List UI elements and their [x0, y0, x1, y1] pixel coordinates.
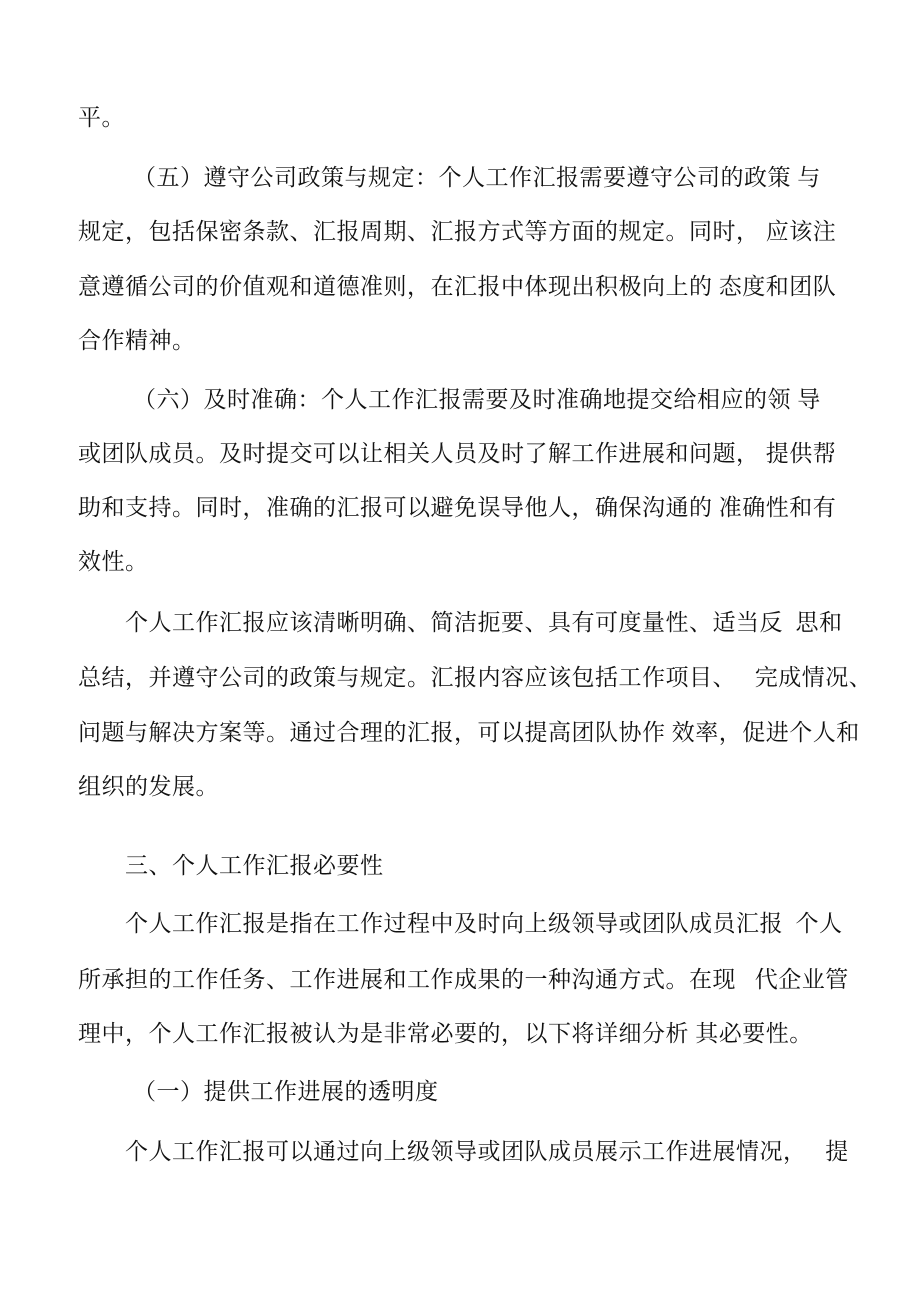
text-line: 总结，并遵守公司的政策与规定。汇报内容应该包括工作项目、 完成情况、	[78, 665, 873, 690]
paragraph-first-line: 个人工作汇报可以通过向上级领导或团队成员展示工作进展情况， 提	[125, 1139, 849, 1164]
section-heading: 三、个人工作汇报必要性	[125, 853, 384, 878]
text-line: 或团队成员。及时提交可以让相关人员及时了解工作进展和问题， 提供帮	[78, 441, 837, 466]
text-line: 助和支持。同时，准确的汇报可以避免误导他人，确保沟通的 准确性和有	[78, 495, 837, 520]
paragraph-first-line: 个人工作汇报应该清晰明确、简洁扼要、具有可度量性、适当反 思和	[125, 610, 843, 635]
text-line: 所承担的工作任务、工作进展和工作成果的一种沟通方式。在现 代企业管	[78, 967, 849, 992]
text-line: 意遵循公司的价值观和道德准则，在汇报中体现出积极向上的 态度和团队	[78, 274, 837, 299]
text-line: 规定，包括保密条款、汇报周期、汇报方式等方面的规定。同时， 应该注	[78, 219, 837, 244]
text-line: 平。	[78, 105, 125, 130]
text-line: 效性。	[78, 549, 149, 574]
subsection-heading-line: （六）及时准确：个人工作汇报需要及时准确地提交给相应的领 导	[133, 387, 821, 412]
text-line: 组织的发展。	[78, 774, 219, 799]
text-line: 合作精神。	[78, 328, 196, 353]
paragraph-first-line: 个人工作汇报是指在工作过程中及时向上级领导或团队成员汇报 个人	[125, 911, 843, 936]
subsection-heading: （一）提供工作进展的透明度	[133, 1079, 439, 1104]
text-line: 理中，个人工作汇报被认为是非常必要的，以下将详细分析 其必要性。	[78, 1021, 813, 1046]
subsection-heading-line: （五）遵守公司政策与规定：个人工作汇报需要遵守公司的政策 与	[133, 165, 821, 190]
text-line: 问题与解决方案等。通过合理的汇报，可以提高团队协作 效率，促进个人和	[78, 720, 860, 745]
